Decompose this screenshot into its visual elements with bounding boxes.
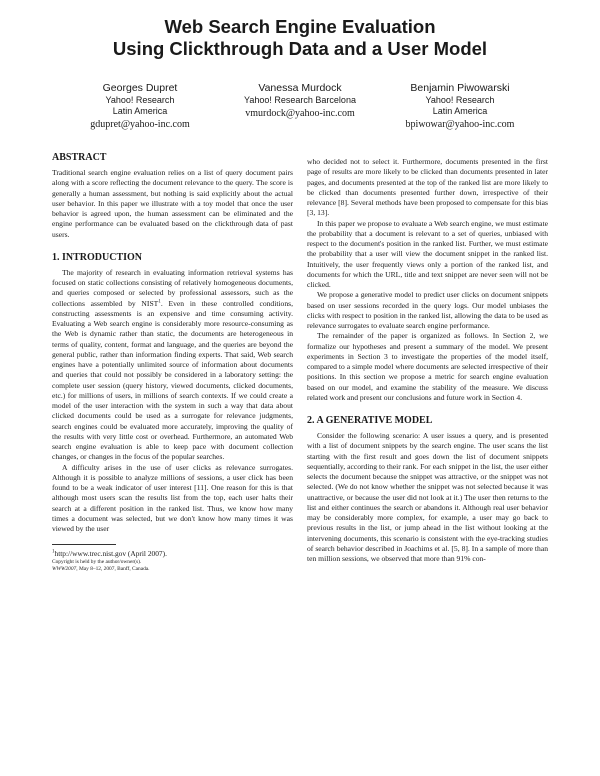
author-affiliation-line2: Latin America — [112, 106, 168, 116]
author-affiliation: Yahoo! Research — [425, 95, 495, 105]
footnote-url[interactable]: http://www.trec.nist.gov (April 2007). — [54, 549, 167, 559]
author-affiliation-line2: Latin America — [432, 106, 488, 116]
intro-paragraph-5: The remainder of the paper is organized as follows. In Section 2, we formalize our hypotheses and present a summary of the model. We present experiments in Section 3 to investigate the properties of the model itself, compared to a simple model where documents are selected irrespective of their positions. In this section we propose a metric for search engine evaluation based on our model, and examine the stability of the measure. We discuss related work and present our conclusions and future work in Section 4. — [307, 331, 548, 402]
section-2-paragraph-1: Consider the following scenario: A user issues a query, and is presented with a list of document snippets by the search engine. The user scans the list starting with the first result and goes down the list of document snippets sequentially, according to their rank. For each snippet in the list, the user either selects the document because the snippet was attractive, or the snippet was not selected. (We do not know whether the snippet was not selected because it was unattractive, or because the user did not look at it.) The user then returns to the list and either continues the search or abandons it. Although real user behavior may be considerably more complex, for example, a user may go back to previous results in the list, or jump ahead in the list without looking at the intervening documents, this scenario is consistent with the eye-tracking studies of search behavior described in Joachims et al. [5, 8]. In a sample of more than ten million sessions, we observed that more than 91% con- — [307, 431, 548, 563]
author-affiliation: Yahoo! Research Barcelona — [244, 95, 356, 105]
intro-paragraph-3: In this paper we propose to evaluate a Web search engine, we must estimate the probability that a document is relevant to a set of queries, unbiased with respect to the document's position in the ranked list. Further, we must estimate the probability that a user will view the document snippet in the ranked list. Intuitively, the user frequently views only a portion of the ranked list, and documents for which the URL, title and text snippet are never seen will not be clicked. — [307, 218, 548, 289]
author-name: Vanessa Murdock — [258, 82, 342, 94]
author-email[interactable]: vmurdock@yahoo-inc.com — [245, 108, 355, 119]
title-line-1: Web Search Engine Evaluation — [164, 16, 436, 37]
right-column — [307, 157, 548, 564]
author-block — [60, 82, 540, 142]
author-affiliation: Yahoo! Research — [105, 95, 175, 105]
author-name: Georges Dupret — [102, 82, 178, 94]
intro-paragraph-4: We propose a generative model to predict user clicks on document snippets based on user sessions recorded in the query logs. Our model unbiases the clicks with respect to position in the ranked list, allowing the data to be used as relevance surrogates to evaluate search engine performance. — [307, 290, 548, 330]
footnote: $^1$http://www.trec.nist.gov (April 2007). — [52, 549, 167, 559]
author-2 — [220, 82, 380, 120]
author-name: Benjamin Piwowarski — [410, 82, 510, 94]
left-column — [52, 152, 293, 573]
intro-heading: 1. INTRODUCTION — [52, 251, 143, 263]
abstract-heading: ABSTRACT — [52, 152, 107, 163]
copyright-notice: Copyright is held by the author/owner(s). WWW2007, May 8–12, 2007, Banff, Canada. — [52, 559, 293, 573]
venue-line: WWW2007, May 8–12, 2007, Banff, Canada. — [52, 566, 150, 573]
author-email[interactable]: gdupret@yahoo-inc.com — [90, 119, 190, 130]
footnote-divider — [52, 544, 116, 545]
abstract-text: Traditional search engine evaluation relies on a list of query document pairs along with a score reflecting the document relevance to the query. The score is generally a human assessment, but nothing is said explicitly about the actual user behavior. In this paper we illustrate with a toy model that once the user behavior is agreed upon, the human assessment can be eliminated and the engine performance can be evaluated based on the clickthrough data of past users. — [52, 168, 293, 239]
paper-title — [0, 16, 600, 60]
section-2-heading: 2. A GENERATIVE MODEL — [307, 415, 433, 426]
intro-paragraph-2: A difficulty arises in the use of user clicks as relevance surrogates. Although it is possible to analyze millions of sessions, a user click has been found to be a weak indicator of user interest [11]. One reason for this is that although most users scan the results list from the top, each user halts their search at a different position in the ranked list. Thus, we know how many times a document was selected, but we don't know how many times it was viewed by the user — [52, 462, 293, 533]
author-1 — [60, 82, 220, 131]
author-3 — [380, 82, 540, 131]
intro-paragraph-1: The majority of research in evaluating information retrieval systems has focused on static collections consisting of relatively homogeneous documents, and queries composed or selected by professional assessors, such as the collections assembled by NIST$^1$. Even in these controlled conditions, constructing assessments is an expensive and time consuming activity. Evaluating a Web search engine is considerably more resource-consuming as the Web is dynamic rather than static, the documents are heterogeneous in terms of quality, content, format and language, and the queries are beyond the general public, rather than information finding experts. That said, Web search engines have a potentially unlimited source of information about documents and queries that could not possibly be considered in a laboratory setting: the complete user session (query history, viewed documents, clicked documents, etc.) for millions of users, in millions of search contexts. If we could create a model of the user interaction with the system in such a way that data about clicked documents could be used as a surrogate for relevance judgments, search engines could be evaluated more accurately, improving the quality of the results with very little cost or overhead. Furthermore, an automated Web search engine evaluation is able to keep pace with document collection changes, or changes in the focus of the popular searches. — [52, 267, 293, 462]
footnote-ref[interactable]: 1 — [158, 298, 161, 304]
author-email[interactable]: bpiwowar@yahoo-inc.com — [405, 119, 515, 130]
intro-paragraph-continued: who decided not to select it. Furthermore, documents presented in the first page of results are more likely to be clicked than documents presented in later pages, and documents presented at the top of the ranked list are more likely to be clicked than documents presented further down, irrespective of their relevance [8]. Several methods have been proposed to compensate for this bias [3, 13]. — [307, 157, 548, 218]
title-line-2: Using Clickthrough Data and a User Model — [112, 38, 488, 59]
